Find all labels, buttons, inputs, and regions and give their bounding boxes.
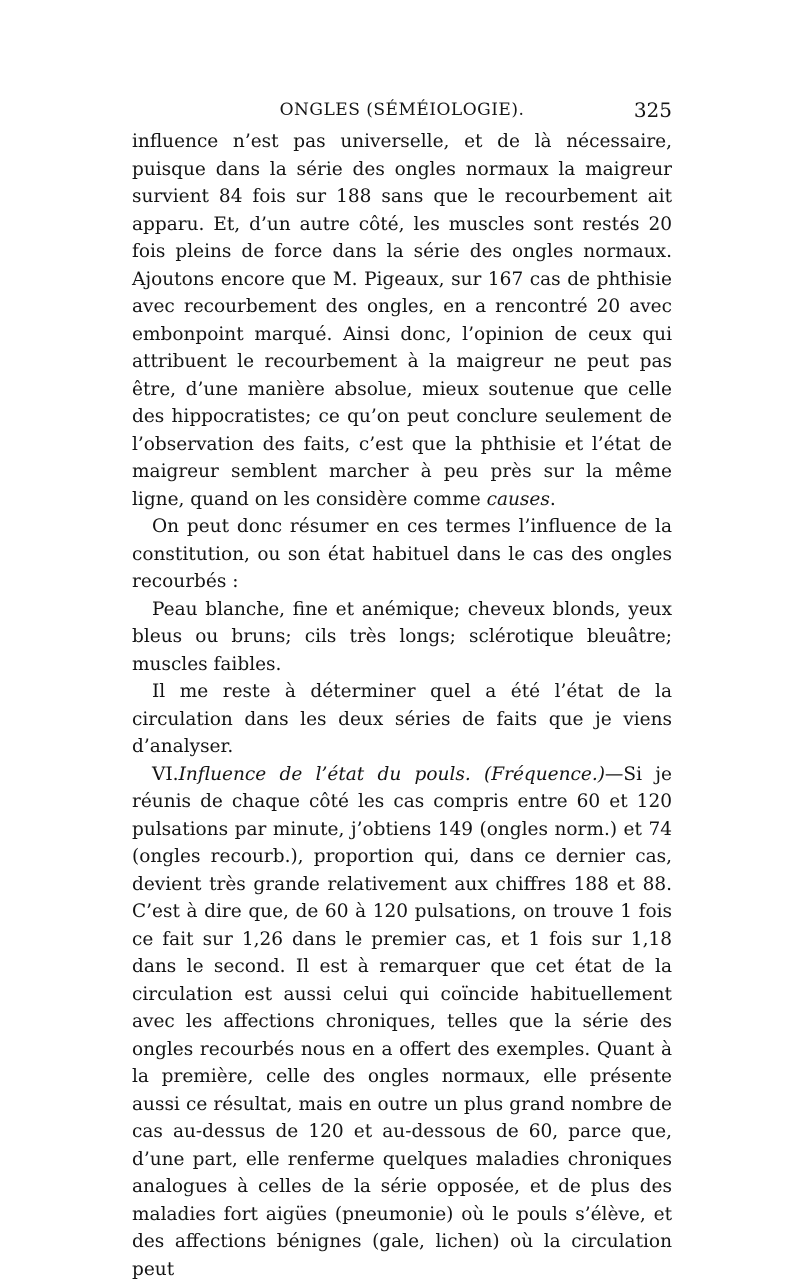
section-subtitle: (Fréquence.)	[484, 764, 605, 785]
paragraph-1-text: influence n’est pas universelle, et de là nécessaire, puisque dans la série des ongles normaux la maigreur survient 84 fois sur 188 sans que le recourbement ait apparu. Et, d’un autre côté, les muscles sont restés 20 fois pleins de force dans la série des ongles normaux. Ajoutons encore que M. Pigeaux, sur 167 cas de phthisie avec recourbement des ongles, en a rencontré 20 avec embonpoint marqué. Ainsi donc, l’opinion de ceux qui attribuent le recourbement à la maigreur ne peut pas être, d’une manière absolue, mieux soutenue que celle des hippocratistes; ce qu’on peut conclure seulement de l’observation des faits, c’est que la phthisie et l’état de maigreur semblent marcher à peu près sur la même ligne, quand on les considère comme	[132, 131, 672, 510]
page-number: 325	[634, 98, 672, 122]
paragraph-1-italic: causes	[487, 489, 550, 510]
paragraph-3: Peau blanche, fine et anémique; cheveux blonds, yeux bleus ou bruns; cils très longs; sclérotique bleuâtre; muscles faibles.	[132, 596, 672, 679]
paragraph-5-text: —Si je réunis de chaque côté les cas compris entre 60 et 120 pulsations par minute, j’obtiens 149 (ongles norm.) et 74 (ongles recourb.), proportion qui, dans ce dernier cas, devient très grande relativement aux chiffres 188 et 88. C’est à dire que, de 60 à 120 pulsations, on trouve 1 fois ce fait sur 1,26 dans le premier cas, et 1 fois sur 1,18 dans le second. Il est à remarquer que cet état de la circulation est aussi celui qui coïncide habituellement avec les affections chroniques, telles que la série des ongles recourbés nous en a offert des exemples. Quant à la première, celle des ongles normaux, elle présente aussi ce résultat, mais en outre un plus grand nombre de cas au-dessus de 120 et au-dessous de 60, parce que, d’une part, elle renferme quelques maladies chroniques analogues à celles de la série opposée, et de plus des maladies fort aigües (pneumonie) où le pouls s’élève, et des affections bénignes (gale, lichen) où la circulation peut	[132, 764, 672, 1280]
paragraph-5	[132, 761, 672, 1283]
running-title: ONGLES (SÉMÉIOLOGIE).	[132, 100, 672, 120]
running-head	[132, 98, 672, 126]
paragraph-1-end: .	[550, 489, 556, 510]
text-block	[132, 128, 672, 1283]
paragraph-2: On peut donc résumer en ces termes l’influence de la constitution, ou son état habituel dans le cas des ongles recourbés :	[132, 513, 672, 596]
section-number: VI.	[152, 764, 179, 785]
section-title: Influence de l’état du pouls.	[179, 764, 471, 785]
paragraph-4: Il me reste à déterminer quel a été l’état de la circulation dans les deux séries de faits que je viens d’analyser.	[132, 678, 672, 761]
paragraph-1	[132, 128, 672, 513]
